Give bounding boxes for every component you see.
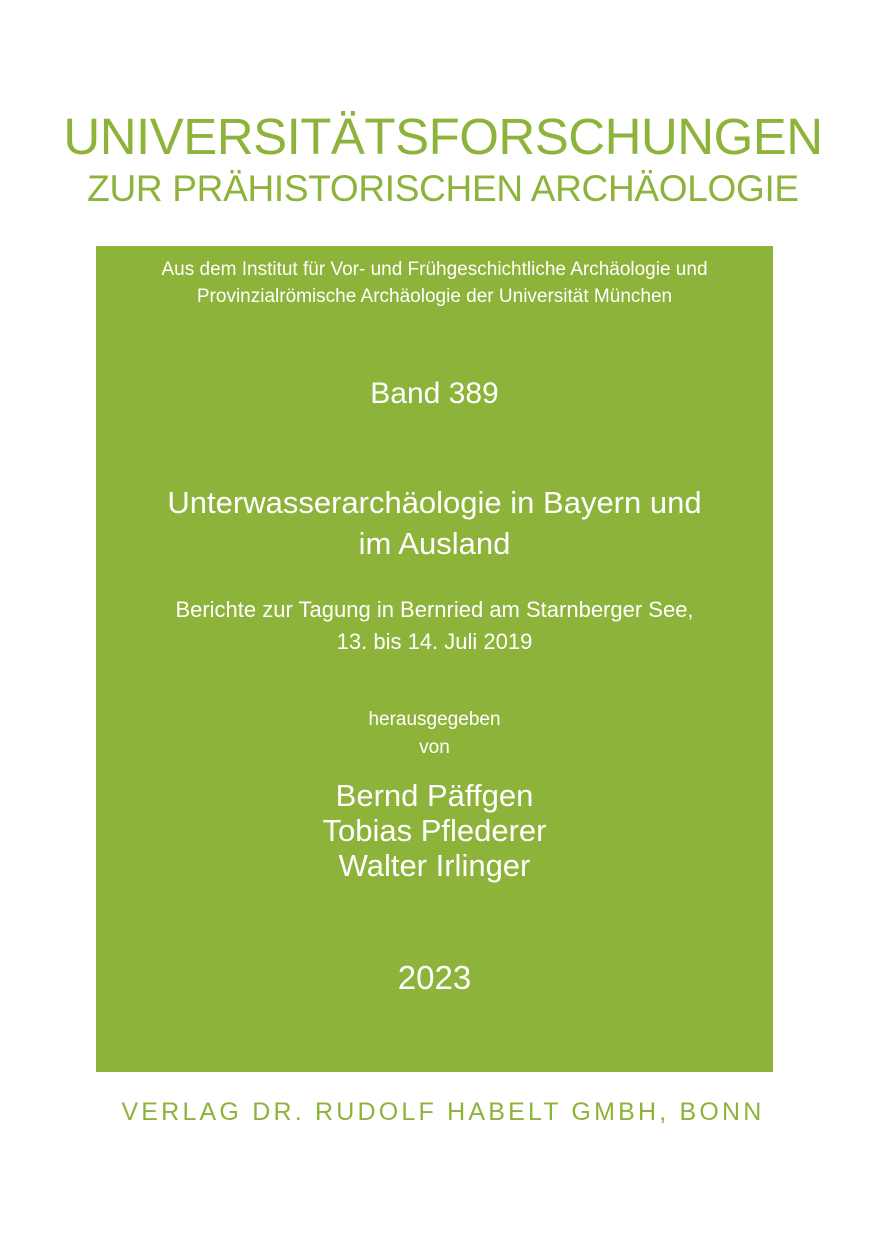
editors-list <box>96 778 773 883</box>
institute-note <box>96 256 773 310</box>
editor-name: Tobias Pflederer <box>322 813 547 848</box>
subtitle-line1: Berichte zur Tagung in Bernried am Starnberger See, <box>175 597 694 622</box>
institute-line2: Provinzialrömische Archäologie der Universität München <box>196 286 673 307</box>
institute-line1: Aus dem Institut für Vor- und Frühgeschichtliche Archäologie und <box>161 259 708 280</box>
book-subtitle <box>96 594 773 658</box>
editor-name: Bernd Päffgen <box>335 778 534 813</box>
edited-by-line2: von <box>419 737 450 758</box>
volume-number: Band 389 <box>370 377 499 410</box>
book-title <box>96 482 773 564</box>
subtitle-line2: 13. bis 14. Juli 2019 <box>336 629 533 654</box>
publication-year: 2023 <box>397 959 472 996</box>
edited-by-line1: herausgegeben <box>368 709 501 730</box>
book-title-line1: Unterwasserarchäologie in Bayern und <box>167 485 702 520</box>
series-title-line1: UNIVERSITÄTSFORSCHUNGEN <box>63 108 823 165</box>
series-title <box>0 108 886 212</box>
publisher-name: VERLAG DR. RUDOLF HABELT GMBH, BONN <box>121 1098 765 1126</box>
edited-by-label <box>96 706 773 762</box>
editor-name: Walter Irlinger <box>338 848 531 883</box>
series-title-line2: ZUR PRÄHISTORISCHEN ARCHÄOLOGIE <box>87 168 799 209</box>
book-title-line2: im Ausland <box>358 526 511 561</box>
cover-panel <box>96 246 773 1072</box>
